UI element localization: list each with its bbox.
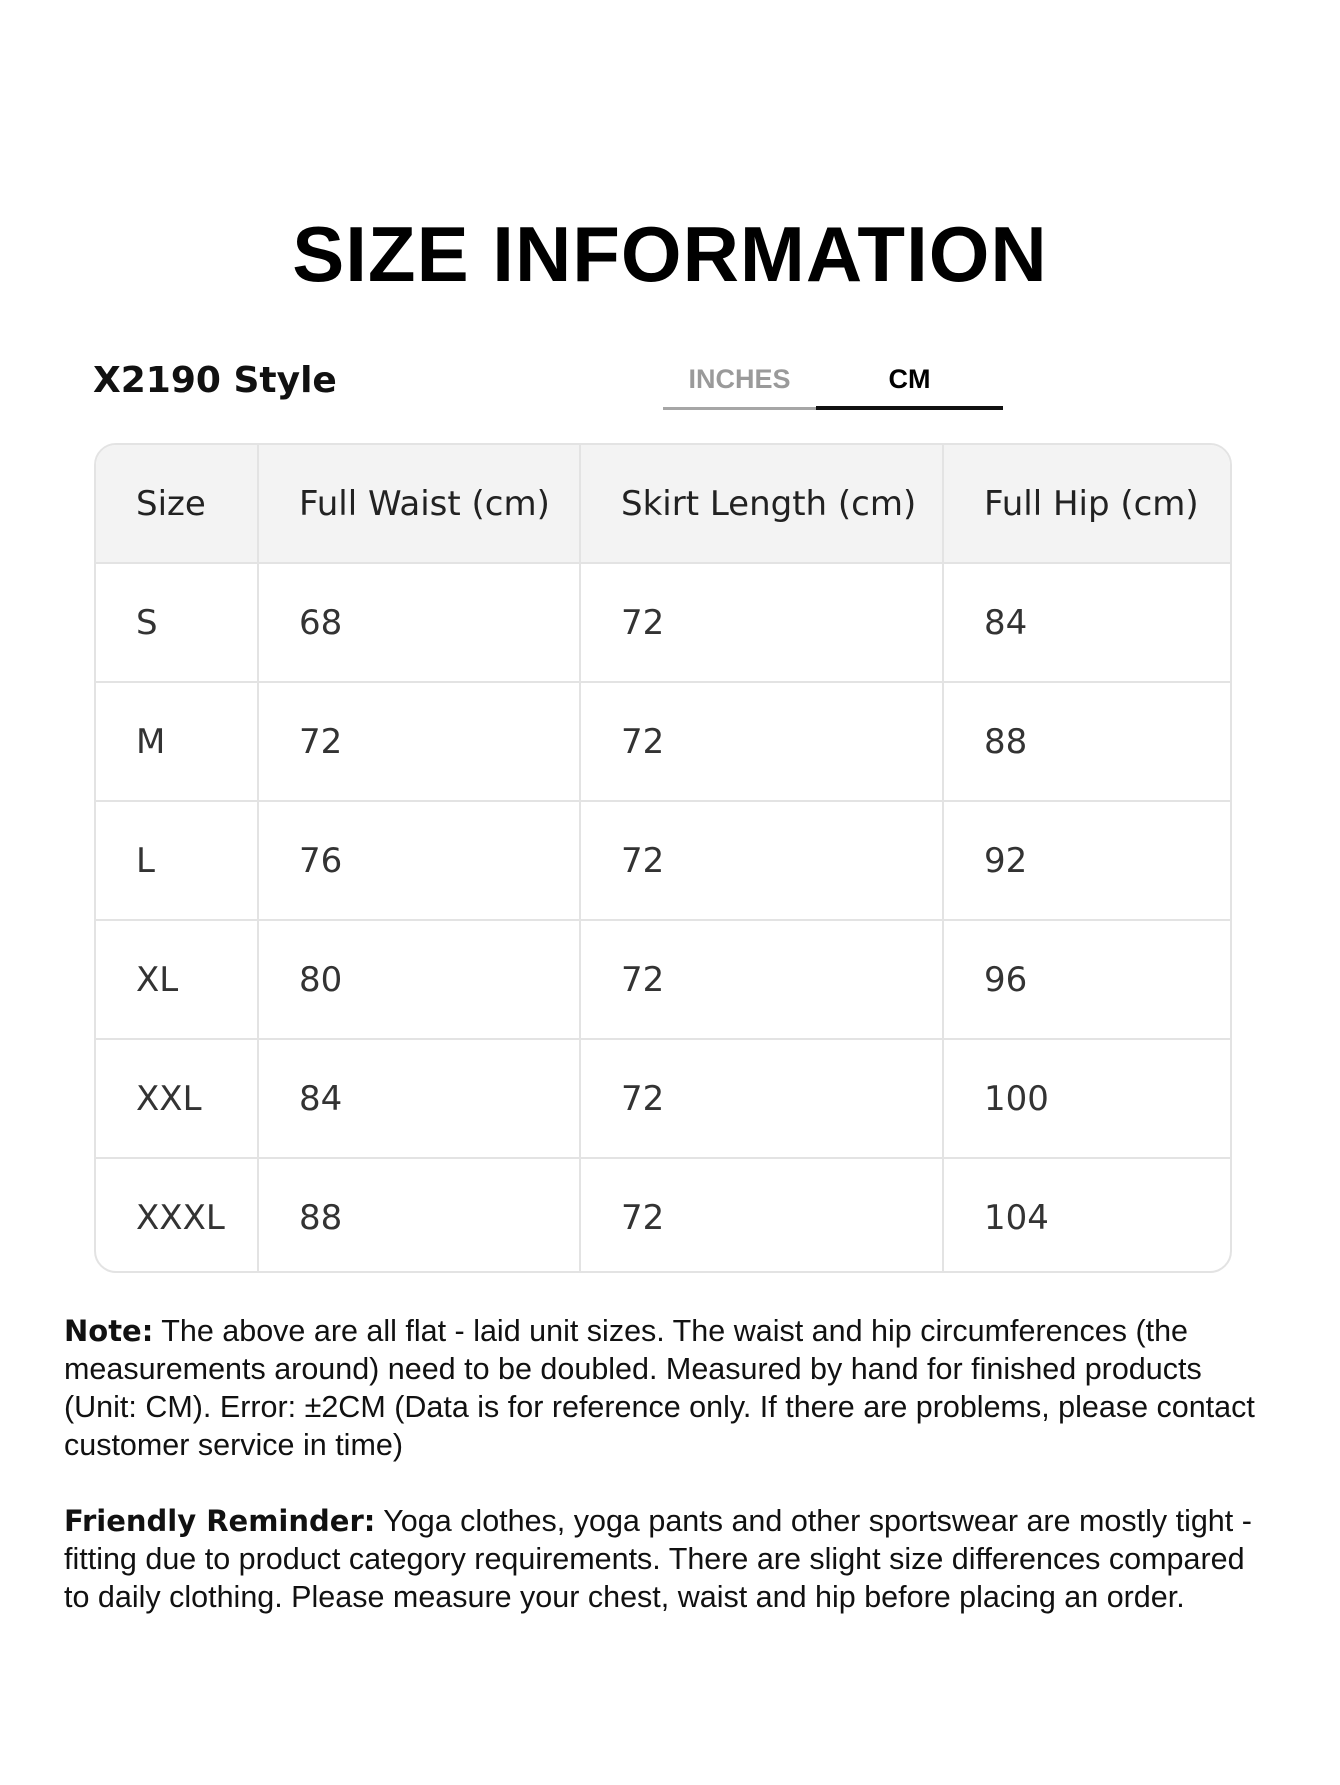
cell-size: XL [96,920,258,1039]
cell-size: S [96,563,258,682]
note-paragraph [64,1312,1274,1464]
table-header-row [96,445,1232,563]
cell-size: M [96,682,258,801]
note-label: Note: [64,1314,154,1348]
cell-full-hip: 88 [943,682,1232,801]
notes-section [64,1312,1274,1654]
cell-size: L [96,801,258,920]
cell-full-hip: 96 [943,920,1232,1039]
tab-cm[interactable]: CM [816,352,1003,410]
cell-full-hip: 104 [984,1197,1049,1238]
cell-full-hip: 92 [943,801,1232,920]
cell-size: XXL [96,1039,258,1158]
cell-full-hip: 100 [943,1039,1232,1158]
cell-full-waist: 72 [258,682,580,801]
reminder-text: Yoga clothes, yoga pants and other sportswear are mostly tight - fitting due to product category requirements. There are slight size differences compared to daily clothing. Please measure your chest, waist and hip before placing an order. [64,1504,1252,1614]
cell-skirt-length: 72 [580,563,943,682]
cell-full-waist: 68 [258,563,580,682]
reminder-paragraph [64,1502,1274,1616]
table-row [96,801,1232,920]
cell-size: XXXL [96,1158,258,1273]
table-row [96,682,1232,801]
reminder-label: Friendly Reminder: [64,1504,376,1538]
size-table [94,443,1232,1273]
tab-inches[interactable]: INCHES [663,352,816,410]
table-row [96,1039,1232,1158]
header-skirt-length: Skirt Length (cm) [580,445,943,563]
table-row [96,563,1232,682]
header-size: Size [96,445,258,563]
unit-tabs [663,352,1003,412]
note-text: The above are all flat - laid unit sizes. The waist and hip circumferences (the measurements around) need to be doubled. Measured by hand for finished products (Unit: CM). Error: ±2CM (Data is for reference only. If there are problems, please contact customer service in time) [64,1314,1255,1462]
cell-full-waist: 76 [258,801,580,920]
cell-skirt-length: 72 [580,682,943,801]
cell-full-waist: 80 [258,920,580,1039]
table-row [96,920,1232,1039]
cell-full-waist: 84 [258,1039,580,1158]
cell-skirt-length: 72 [580,920,943,1039]
cell-skirt-length: 72 [580,801,943,920]
table-row [96,1158,1232,1273]
page-title: SIZE INFORMATION [292,210,1048,298]
header-full-hip: Full Hip (cm) [943,445,1232,563]
cell-skirt-length: 72 [580,1039,943,1158]
style-name: X2190 Style [93,360,337,401]
header-full-waist: Full Waist (cm) [258,445,580,563]
cell-full-waist: 88 [258,1158,580,1273]
cell-skirt-length: 72 [580,1158,943,1273]
cell-full-hip: 84 [943,563,1232,682]
